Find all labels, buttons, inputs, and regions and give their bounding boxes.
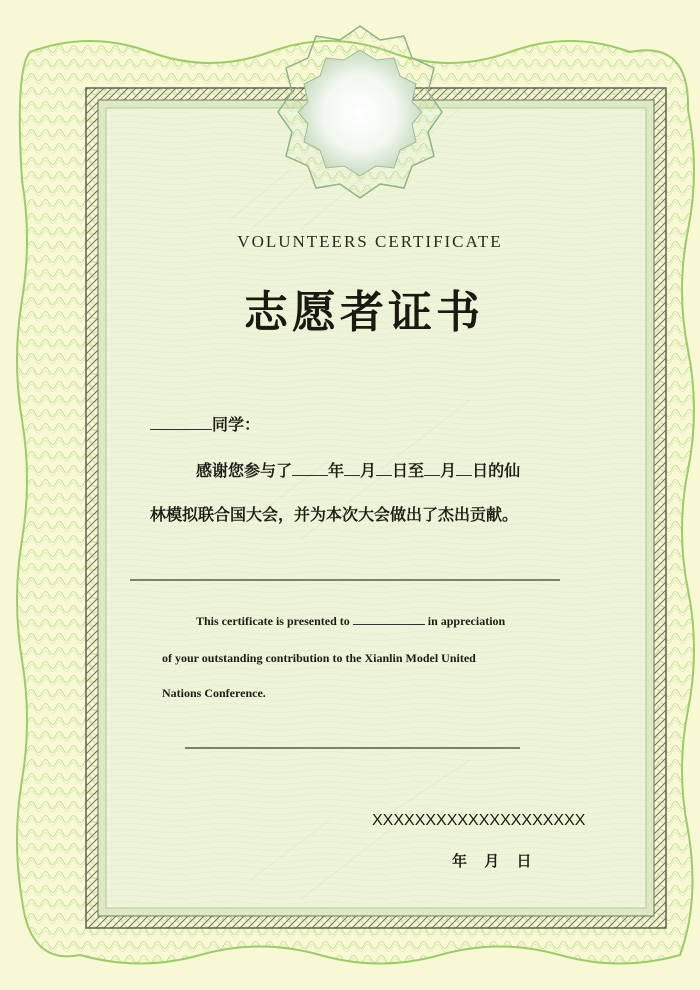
day-end-blank[interactable] — [456, 463, 472, 476]
addressee-line — [150, 412, 260, 435]
month-end-label: 月 — [440, 461, 457, 480]
body-cn-line-2: 林模拟联合国大会，并为本次大会做出了杰出贡献。 — [150, 505, 519, 524]
day-end-label: 日的仙 — [472, 461, 521, 480]
name-blank[interactable] — [150, 417, 212, 430]
day-blank[interactable] — [376, 463, 392, 476]
signature-placeholder: XXXXXXXXXXXXXXXXXXXX — [372, 812, 586, 829]
title-chinese: 志愿者证书 — [244, 287, 484, 338]
body-en-line-1 — [196, 614, 505, 629]
year-blank[interactable] — [292, 463, 328, 476]
body-en-text-2: in appreciation — [427, 614, 506, 628]
day-to-label: 日至 — [392, 461, 425, 480]
month-blank[interactable] — [344, 463, 360, 476]
month-end-blank[interactable] — [424, 463, 440, 476]
body-cn-text-1: 感谢您参与了 — [196, 461, 293, 480]
body-en-text-1: This certificate is presented to — [196, 614, 350, 628]
body-en-line-3: Nations Conference. — [162, 686, 266, 700]
addressee-suffix: 同学： — [212, 415, 261, 434]
month-label: 月 — [360, 461, 377, 480]
body-cn-line-1 — [196, 458, 520, 481]
title-english: VOLUNTEERS CERTIFICATE — [237, 232, 503, 251]
recipient-blank[interactable] — [353, 614, 425, 625]
year-label: 年 — [328, 461, 345, 480]
issue-date: 年 月 日 — [452, 852, 532, 870]
body-en-line-2: of your outstanding contribution to the Xianlin Model United — [162, 651, 476, 665]
